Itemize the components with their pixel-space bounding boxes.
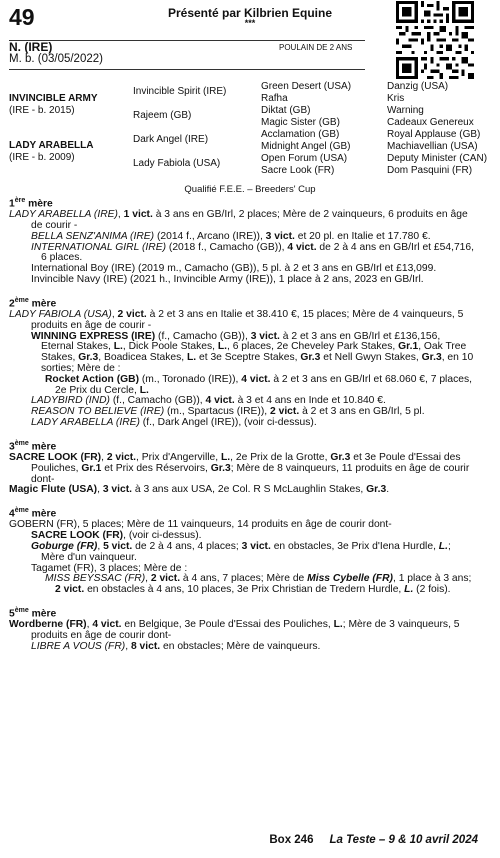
pedigree-gen3: Open Forum (USA) <box>261 153 348 164</box>
pedigree-gen2: Lady Fabiola (USA) <box>133 158 221 169</box>
pedigree-paragraph: Invincible Navy (IRE) (2021 h., Invincible Army (IRE)), 1 place à 2 ans, 2023 en GB/Irl. <box>31 274 424 285</box>
pedigree-gen4: Kris <box>387 93 405 104</box>
pedigree-paragraph: INTERNATIONAL GIRL (IRE) (2018 f., Camacho (GB)), 4 vict. de 2 à 4 ans en GB/Irl et £54,716, 6 places. <box>31 241 474 264</box>
box-number: Box 246 <box>269 834 314 846</box>
pedigree-paragraph: International Boy (IRE) (2019 m., Camacho (GB)), 5 pl. à 2 et 3 ans en GB/Irl et £13,099. <box>31 263 437 275</box>
pedigree-paragraph: Magic Flute (USA), 3 vict. à 3 ans aux USA, 2e Col. R S McLaughlin Stakes, Gr.3. <box>9 484 390 496</box>
pedigree-paragraph: LIBRE A VOUS (FR), 8 vict. en obstacles; Mère de vainqueurs. <box>31 640 321 652</box>
section-heading: 5ème mère <box>9 606 57 620</box>
pedigree-gen3: Acclamation (GB) <box>261 129 340 140</box>
stars-marker: *** <box>244 18 256 28</box>
pedigree-gen2: Dark Angel (IRE) <box>133 134 209 145</box>
pedigree-paragraph: SACRE LOOK (FR), (voir ci-dessus). <box>31 530 202 542</box>
pedigree-dam: LADY ARABELLA <box>9 140 94 151</box>
pedigree-gen3: Green Desert (USA) <box>261 81 352 92</box>
pedigree-gen3: Midnight Angel (GB) <box>261 141 351 152</box>
pedigree-gen4: Dom Pasquini (FR) <box>387 165 473 176</box>
dam-line-text <box>9 196 475 653</box>
pedigree-paragraph: Tagamet (FR), 3 places; Mère de : <box>31 562 188 574</box>
horse-name: N. (IRE) <box>9 40 53 54</box>
pedigree-paragraph: Rocket Action (GB) (m., Toronado (IRE)), 4 vict. à 2 et 3 ans en GB/Irl et 68.060 €, 7 places, 2e Prix du Cercle, L. <box>45 373 472 396</box>
pedigree-sire: INVINCIBLE ARMY <box>9 93 98 104</box>
pedigree-gen4: Deputy Minister (CAN) <box>387 153 488 164</box>
presenter-line: Présenté par Kilbrien Equine <box>167 6 333 20</box>
section-heading: 4ème mère <box>9 507 57 520</box>
pedigree-paragraph: LADY FABIOLA (USA), 2 vict. à 2 et 3 ans en Italie et 38.410 €, 15 places; Mère de 4 vainqueurs, 5 produits en âge de courir - <box>9 309 464 331</box>
pedigree-gen3: Diktat (GB) <box>261 105 311 116</box>
pedigree-paragraph: BELLA SENZ'ANIMA (IRE) (2014 f., Arcano (IRE)), 3 vict. et 20 pl. en Italie et 17.780 €. <box>31 230 431 242</box>
pedigree-dam-info: (IRE - b. 2009) <box>9 152 75 163</box>
qualification-line: Qualifié F.E.E. – Breeders' Cup <box>184 184 316 195</box>
pedigree-gen2: Invincible Spirit (IRE) <box>133 86 227 97</box>
pedigree-sire-info: (IRE - b. 2015) <box>9 105 75 116</box>
pedigree-gen4: Royal Applause (GB) <box>387 129 481 140</box>
pedigree-gen3: Sacre Look (FR) <box>261 165 335 176</box>
pedigree-paragraph: LADY ARABELLA (IRE), 1 vict. à 3 ans en GB/Irl, 2 places; Mère de 2 vainqueurs, 6 produits en âge de courir - <box>9 209 468 232</box>
lot-number: 49 <box>9 4 35 30</box>
pedigree-gen4: Danzig (USA) <box>387 81 449 92</box>
catalogue-footer <box>0 834 478 846</box>
qr-code <box>396 1 474 79</box>
pedigree-paragraph: MISS BEYSSAC (FR), 2 vict. à 4 ans, 7 places; Mère de Miss Cybelle (FR), 1 place à 3 ans; 2 vict. en obstacles à 4 ans, 10 places, 3e Prix Christian de Tredern Hurdle, L. (2 fois). <box>45 573 472 596</box>
pedigree-gen4: Cadeaux Genereux <box>387 117 474 128</box>
pedigree-paragraph: REASON TO BELIEVE (IRE) (m., Spartacus (IRE)), 2 vict. à 2 et 3 ans en GB/Irl, 5 pl. <box>31 406 425 418</box>
section-heading: 1ère mère <box>9 197 53 210</box>
pedigree-gen4: Warning <box>387 105 424 116</box>
horse-description: M. b. (03/05/2022) <box>9 53 103 65</box>
pedigree-gen2: Rajeem (GB) <box>133 110 192 121</box>
pedigree-paragraph: LADY ARABELLA (IRE) (f., Dark Angel (IRE)), (voir ci-dessus). <box>31 416 317 428</box>
pedigree-gen3: Rafha <box>261 93 288 104</box>
sex-age-label: POULAIN DE 2 ANS <box>279 43 353 52</box>
pedigree-gen3: Magic Sister (GB) <box>261 117 340 128</box>
pedigree-paragraph: SACRE LOOK (FR), 2 vict., Prix d'Angerville, L., 2e Prix de la Grotte, Gr.3 et 3e Poule d'Essai des Pouliches, Gr.1 et Prix des Réservoirs, Gr.3; Mère de 8 vainqueurs, 11 produits en âge de courir dont- <box>9 452 470 485</box>
section-heading: 2ème mère <box>9 296 57 310</box>
pedigree-paragraph: Wordberne (FR), 4 vict. en Belgique, 3e Poule d'Essai des Pouliches, L.; Mère de 3 vainqueurs, 5 produits en âge de courir dont- <box>9 619 460 641</box>
pedigree-paragraph: WINNING EXPRESS (IRE) (f., Camacho (GB)), 3 vict. à 2 et 3 ans en GB/Irl et £136,156, Eternal Stakes, L., Dick Poole Stakes, L., 6 places, 2e Cheveley Park Stakes, Gr.1, Oak Tree Stakes, Gr.3, Boadicea Stakes, L. et 3e Sceptre Stakes, Gr.3 et Nell Gwyn Stakes, Gr.3, en 10 sorties; Mère de : <box>31 330 474 374</box>
pedigree-paragraph: Goburge (FR), 5 vict. de 2 à 4 ans, 4 places; 3 vict. en obstacles, 3e Prix d'Iena Hurdle, L.; Mère d'un vainqueur. <box>31 541 451 563</box>
pedigree-gen4: Machiavellian (USA) <box>387 141 478 152</box>
pedigree-paragraph: GOBERN (FR), 5 places; Mère de 11 vainqueurs, 14 produits en âge de courir dont- <box>9 519 392 531</box>
pedigree-paragraph: LADYBIRD (IND) (f., Camacho (GB)), 4 vict. à 3 et 4 ans en Inde et 10.840 €. <box>31 395 386 407</box>
section-heading: 3ème mère <box>9 439 57 453</box>
sale-place-date: La Teste – 9 & 10 avril 2024 <box>329 834 478 846</box>
